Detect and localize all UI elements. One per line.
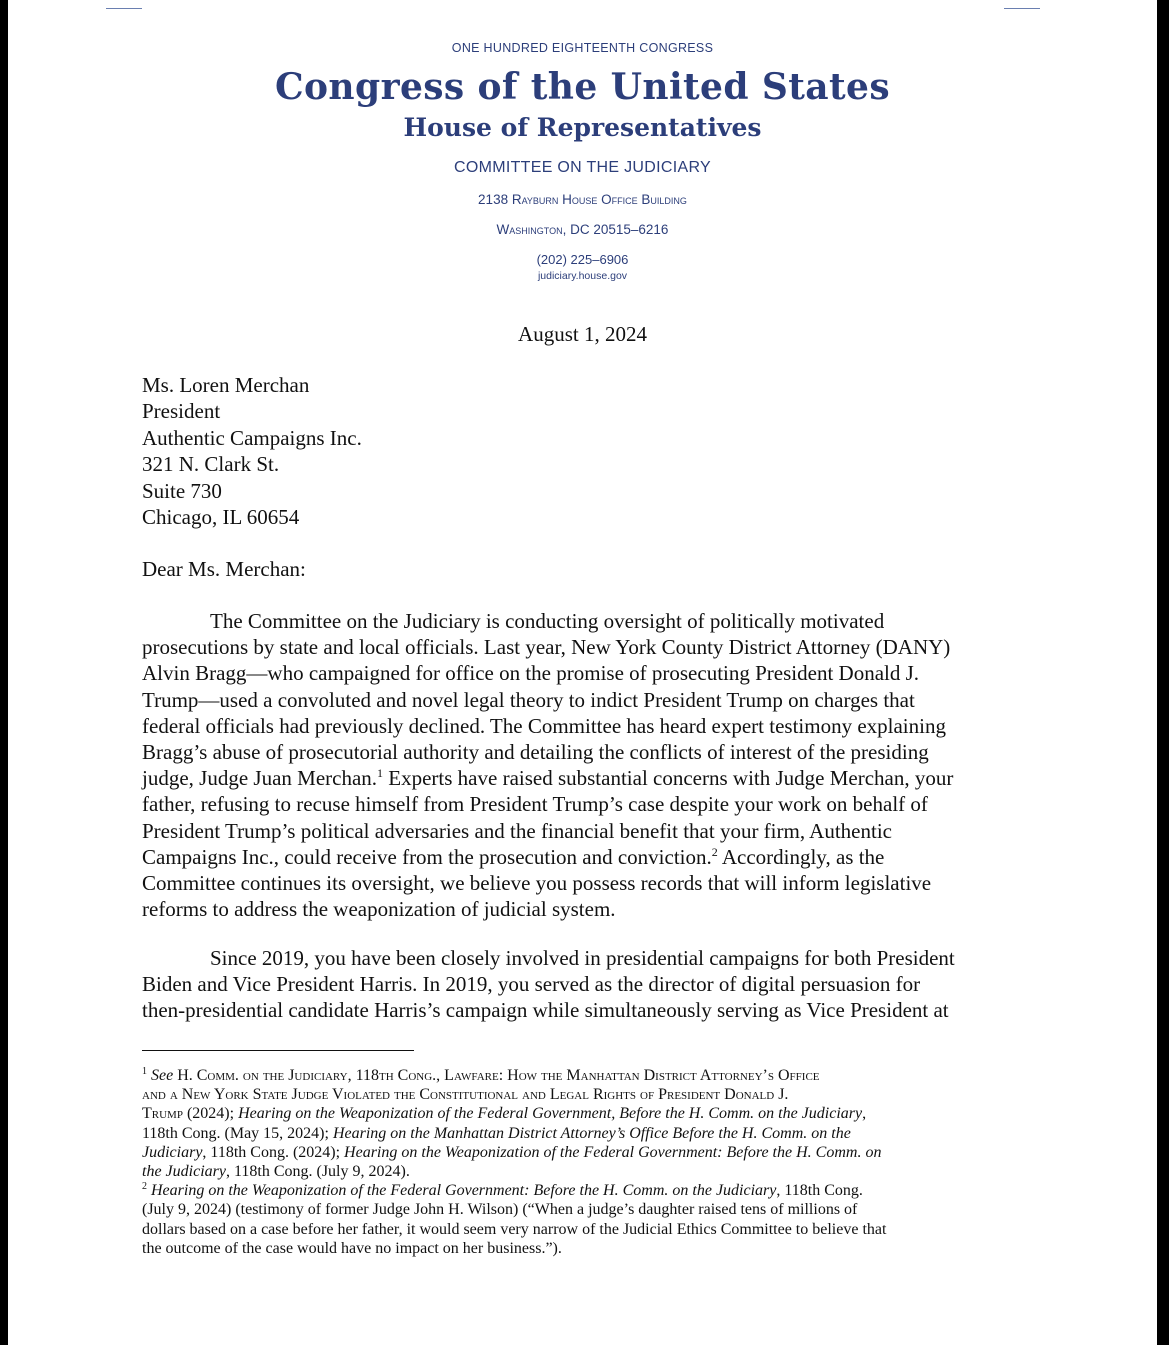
- footnote-italic: Hearing on the Weaponization of the Federal Government: Before the H. Comm. on: [344, 1143, 882, 1161]
- chamber-name: House of Representatives: [403, 113, 762, 142]
- text-line: Since 2019, you have been closely involved in presidential campaigns for both President: [210, 946, 955, 970]
- body-paragraph-2: [142, 945, 955, 1024]
- recipient-city: Chicago, IL 60654: [142, 505, 300, 530]
- footnote-line: [142, 1162, 886, 1181]
- footnote-number: 2: [142, 1181, 147, 1193]
- address-line-1: 2138 Rayburn House Office Building: [478, 192, 687, 207]
- recipient-street: 321 N. Clark St.: [142, 452, 280, 477]
- text-line: Bragg’s abuse of prosecutorial authority and detailing the conflicts of interest of the presiding: [142, 740, 929, 765]
- footnotes: [142, 1066, 886, 1258]
- text-segment: Campaigns Inc., could receive from the prosecution and conviction.: [142, 844, 712, 869]
- footnote-line: [142, 1104, 886, 1123]
- text-segment: judge, Judge Juan Merchan.: [142, 766, 378, 791]
- recipient-name: Ms. Loren Merchan: [142, 373, 310, 397]
- footnote-text: H. Comm. on the Judiciary, 118th Cong., Lawfare: How the Manhattan District Attorney’s Office: [173, 1067, 820, 1084]
- text-line: [142, 765, 953, 791]
- text-line: reforms to address the weaponization of judicial system.: [142, 897, 616, 922]
- recipient-organization: Authentic Campaigns Inc.: [142, 425, 362, 450]
- text-line: federal officials had previously declined. The Committee has heard expert testimony explaining: [142, 713, 946, 738]
- footnote-divider: [142, 1050, 414, 1051]
- body-paragraph-1: [142, 608, 953, 922]
- footnote-line: [142, 1181, 886, 1200]
- footnote-italic: Hearing on the Weaponization of the Federal Government, Before the H. Comm. on the Judiciary: [238, 1105, 863, 1123]
- footnote-ref-2: 2: [711, 844, 718, 859]
- footnote-text: , 118th Cong. (2024);: [202, 1143, 345, 1161]
- letter-date: August 1, 2024: [518, 322, 647, 346]
- text-line: Alvin Bragg—who campaigned for office on the promise of prosecuting President Donald J.: [142, 661, 920, 686]
- text-line: father, refusing to recuse himself from President Trump’s case despite your work on behalf of: [142, 792, 928, 817]
- footnote-text: ,: [862, 1105, 867, 1123]
- salutation: Dear Ms. Merchan:: [142, 557, 306, 581]
- footnote-text: , 118th Cong.: [776, 1182, 863, 1200]
- footnote-number: 1: [142, 1066, 147, 1077]
- recipient-title: President: [142, 399, 221, 424]
- footnote-line: dollars based on a case before her father, it would seem very narrow of the Judicial Ethics Committee to believe that: [142, 1220, 887, 1238]
- footnote-line: (July 9, 2024) (testimony of former Judge John H. Wilson) (“When a judge’s daughter raised tens of millions of: [142, 1201, 858, 1219]
- text-line: Trump—used a convoluted and novel legal theory to indict President Trump on charges that: [142, 687, 915, 712]
- footnote-text: Trump: [142, 1105, 183, 1123]
- text-line: Biden and Vice President Harris. In 2019, you served as the director of digital persuasion for: [142, 972, 921, 997]
- text-line: prosecutions by state and local officials. Last year, New York County District Attorney (DANY): [142, 635, 951, 660]
- footnote-text: , 118th Cong. (July 9, 2024).: [225, 1163, 410, 1181]
- top-left-mark: [106, 0, 142, 9]
- footnote-text: 118th Cong. (May 15, 2024);: [142, 1124, 333, 1142]
- footnote-italic: Judiciary: [142, 1143, 203, 1161]
- committee-name: COMMITTEE ON THE JUDICIARY: [453, 159, 711, 176]
- footnote-italic: the Judiciary: [142, 1163, 226, 1181]
- website: judiciary.house.gov: [537, 270, 628, 282]
- letter-page: [8, 0, 1157, 1345]
- footnote-text: (2024);: [182, 1105, 239, 1123]
- footnote-line: [142, 1143, 886, 1162]
- footnote-ref-1: 1: [377, 766, 384, 781]
- footnote-italic: Hearing on the Manhattan District Attorney’s Office Before the H. Comm. on the: [332, 1124, 851, 1142]
- top-right-mark: [1004, 0, 1040, 9]
- text-line: Committee continues its oversight, we believe you possess records that will inform legislative: [142, 871, 932, 896]
- address-line-2: Washington, DC 20515–6216: [496, 222, 669, 237]
- footnote-italic: Hearing on the Weaponization of the Federal Government: Before the H. Comm. on the Judiciary: [151, 1182, 777, 1200]
- text-line: then-presidential candidate Harris’s campaign while simultaneously serving as Vice President at: [142, 998, 949, 1023]
- text-line: President Trump’s political adversaries and the financial benefit that your firm, Authentic: [142, 818, 892, 843]
- phone: (202) 225–6906: [536, 252, 629, 267]
- text-line: [142, 844, 953, 870]
- footnote-line: the outcome of the case would have no impact on her business.”).: [142, 1239, 562, 1257]
- recipient-address: [142, 372, 362, 530]
- congress-number: ONE HUNDRED EIGHTEENTH CONGRESS: [451, 41, 714, 55]
- letterhead-title: Congress of the United States: [274, 66, 891, 108]
- text-line: The Committee on the Judiciary is conducting oversight of politically motivated: [210, 609, 885, 633]
- text-segment: Experts have raised substantial concerns with Judge Merchan, your: [383, 766, 954, 791]
- footnote-line: and a New York State Judge Violated the Constitutional and Legal Rights of President Donald J.: [142, 1086, 789, 1104]
- footnote-italic: See: [151, 1067, 174, 1084]
- text-segment: Accordingly, as the: [717, 844, 885, 869]
- recipient-suite: Suite 730: [142, 478, 222, 503]
- footnote-line: [142, 1066, 886, 1085]
- footnote-line: [142, 1124, 886, 1143]
